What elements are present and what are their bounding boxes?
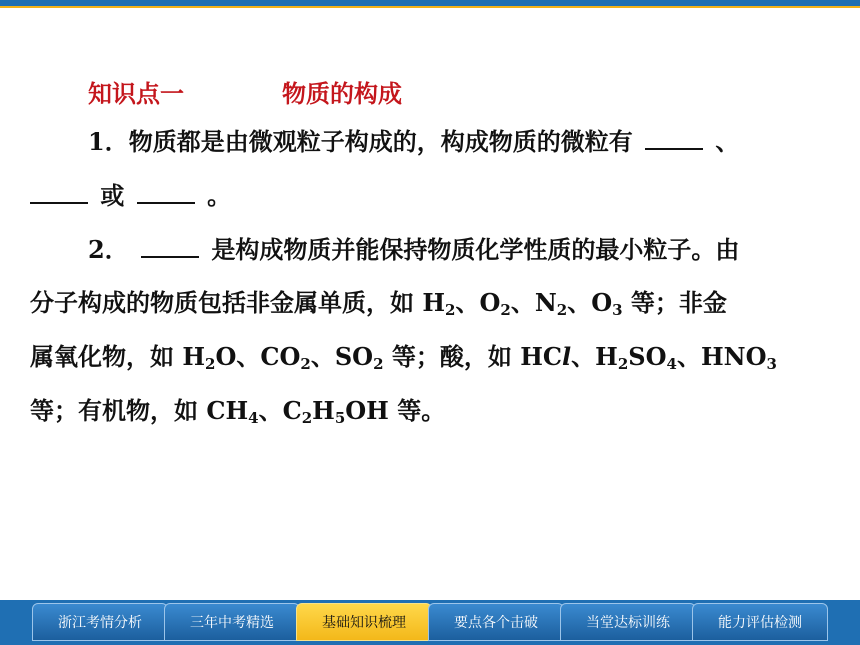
formula-c2h5oh: $C_2H_5OH$ — [282, 396, 389, 427]
formula-hcl: HCl — [520, 342, 572, 371]
p2-line4: 等；有机物，如 $CH_4$、$C_2H_5OH$ 等。 — [30, 396, 446, 427]
formula-hno3: $HNO_3$ — [700, 342, 777, 372]
formula-h2so4: $H_2SO_4$ — [595, 342, 677, 372]
tab-ability-assessment[interactable]: 能力评估检测 — [692, 603, 828, 641]
tab-zhejiang-analysis[interactable]: 浙江考情分析 — [32, 603, 168, 641]
formula-h2: $H_2$ — [422, 288, 456, 319]
blank-3 — [137, 180, 195, 204]
top-accent-line — [0, 6, 860, 8]
tab-class-training[interactable]: 当堂达标训练 — [560, 603, 696, 641]
p2-line3: 属氧化物，如 $H_2O$、$CO_2$、$SO_2$ 等；酸，如 HCl、$H_2SO_4$、$HNO_3$ — [30, 342, 777, 372]
tab-basic-knowledge[interactable]: 基础知识梳理 — [296, 603, 432, 641]
blank-4 — [141, 234, 199, 258]
formula-so2: $SO_2$ — [334, 342, 384, 372]
formula-co2: $CO_2$ — [260, 342, 311, 372]
formula-h2o: $H_2O$ — [182, 342, 237, 372]
tab-key-points[interactable]: 要点各个击破 — [428, 603, 564, 641]
tab-three-year-exams[interactable]: 三年中考精选 — [164, 603, 300, 641]
p2-line2: 分子构成的物质包括非金属单质，如 $H_2$、$O_2$、$N_2$、$O_3$ 等；非金 — [30, 288, 727, 319]
section-label: 知识点一 — [88, 80, 184, 108]
p1-line2: 或 。 — [30, 180, 231, 211]
blank-2 — [30, 180, 88, 204]
formula-o2: $O_2$ — [479, 288, 511, 319]
formula-ch4: $CH_4$ — [206, 396, 259, 427]
formula-o3: $O_3$ — [591, 288, 623, 319]
nav-tabs — [32, 603, 824, 641]
formula-n2: $N_2$ — [534, 288, 568, 319]
p2-line1: 2． 是构成物质并能保持物质化学性质的最小粒子。由 — [88, 235, 740, 264]
p1-line1: 1．物质都是由微观粒子构成的，构成物质的微粒有 、 — [88, 127, 740, 156]
blank-1 — [645, 126, 703, 150]
section-title: 物质的构成 — [282, 80, 402, 108]
